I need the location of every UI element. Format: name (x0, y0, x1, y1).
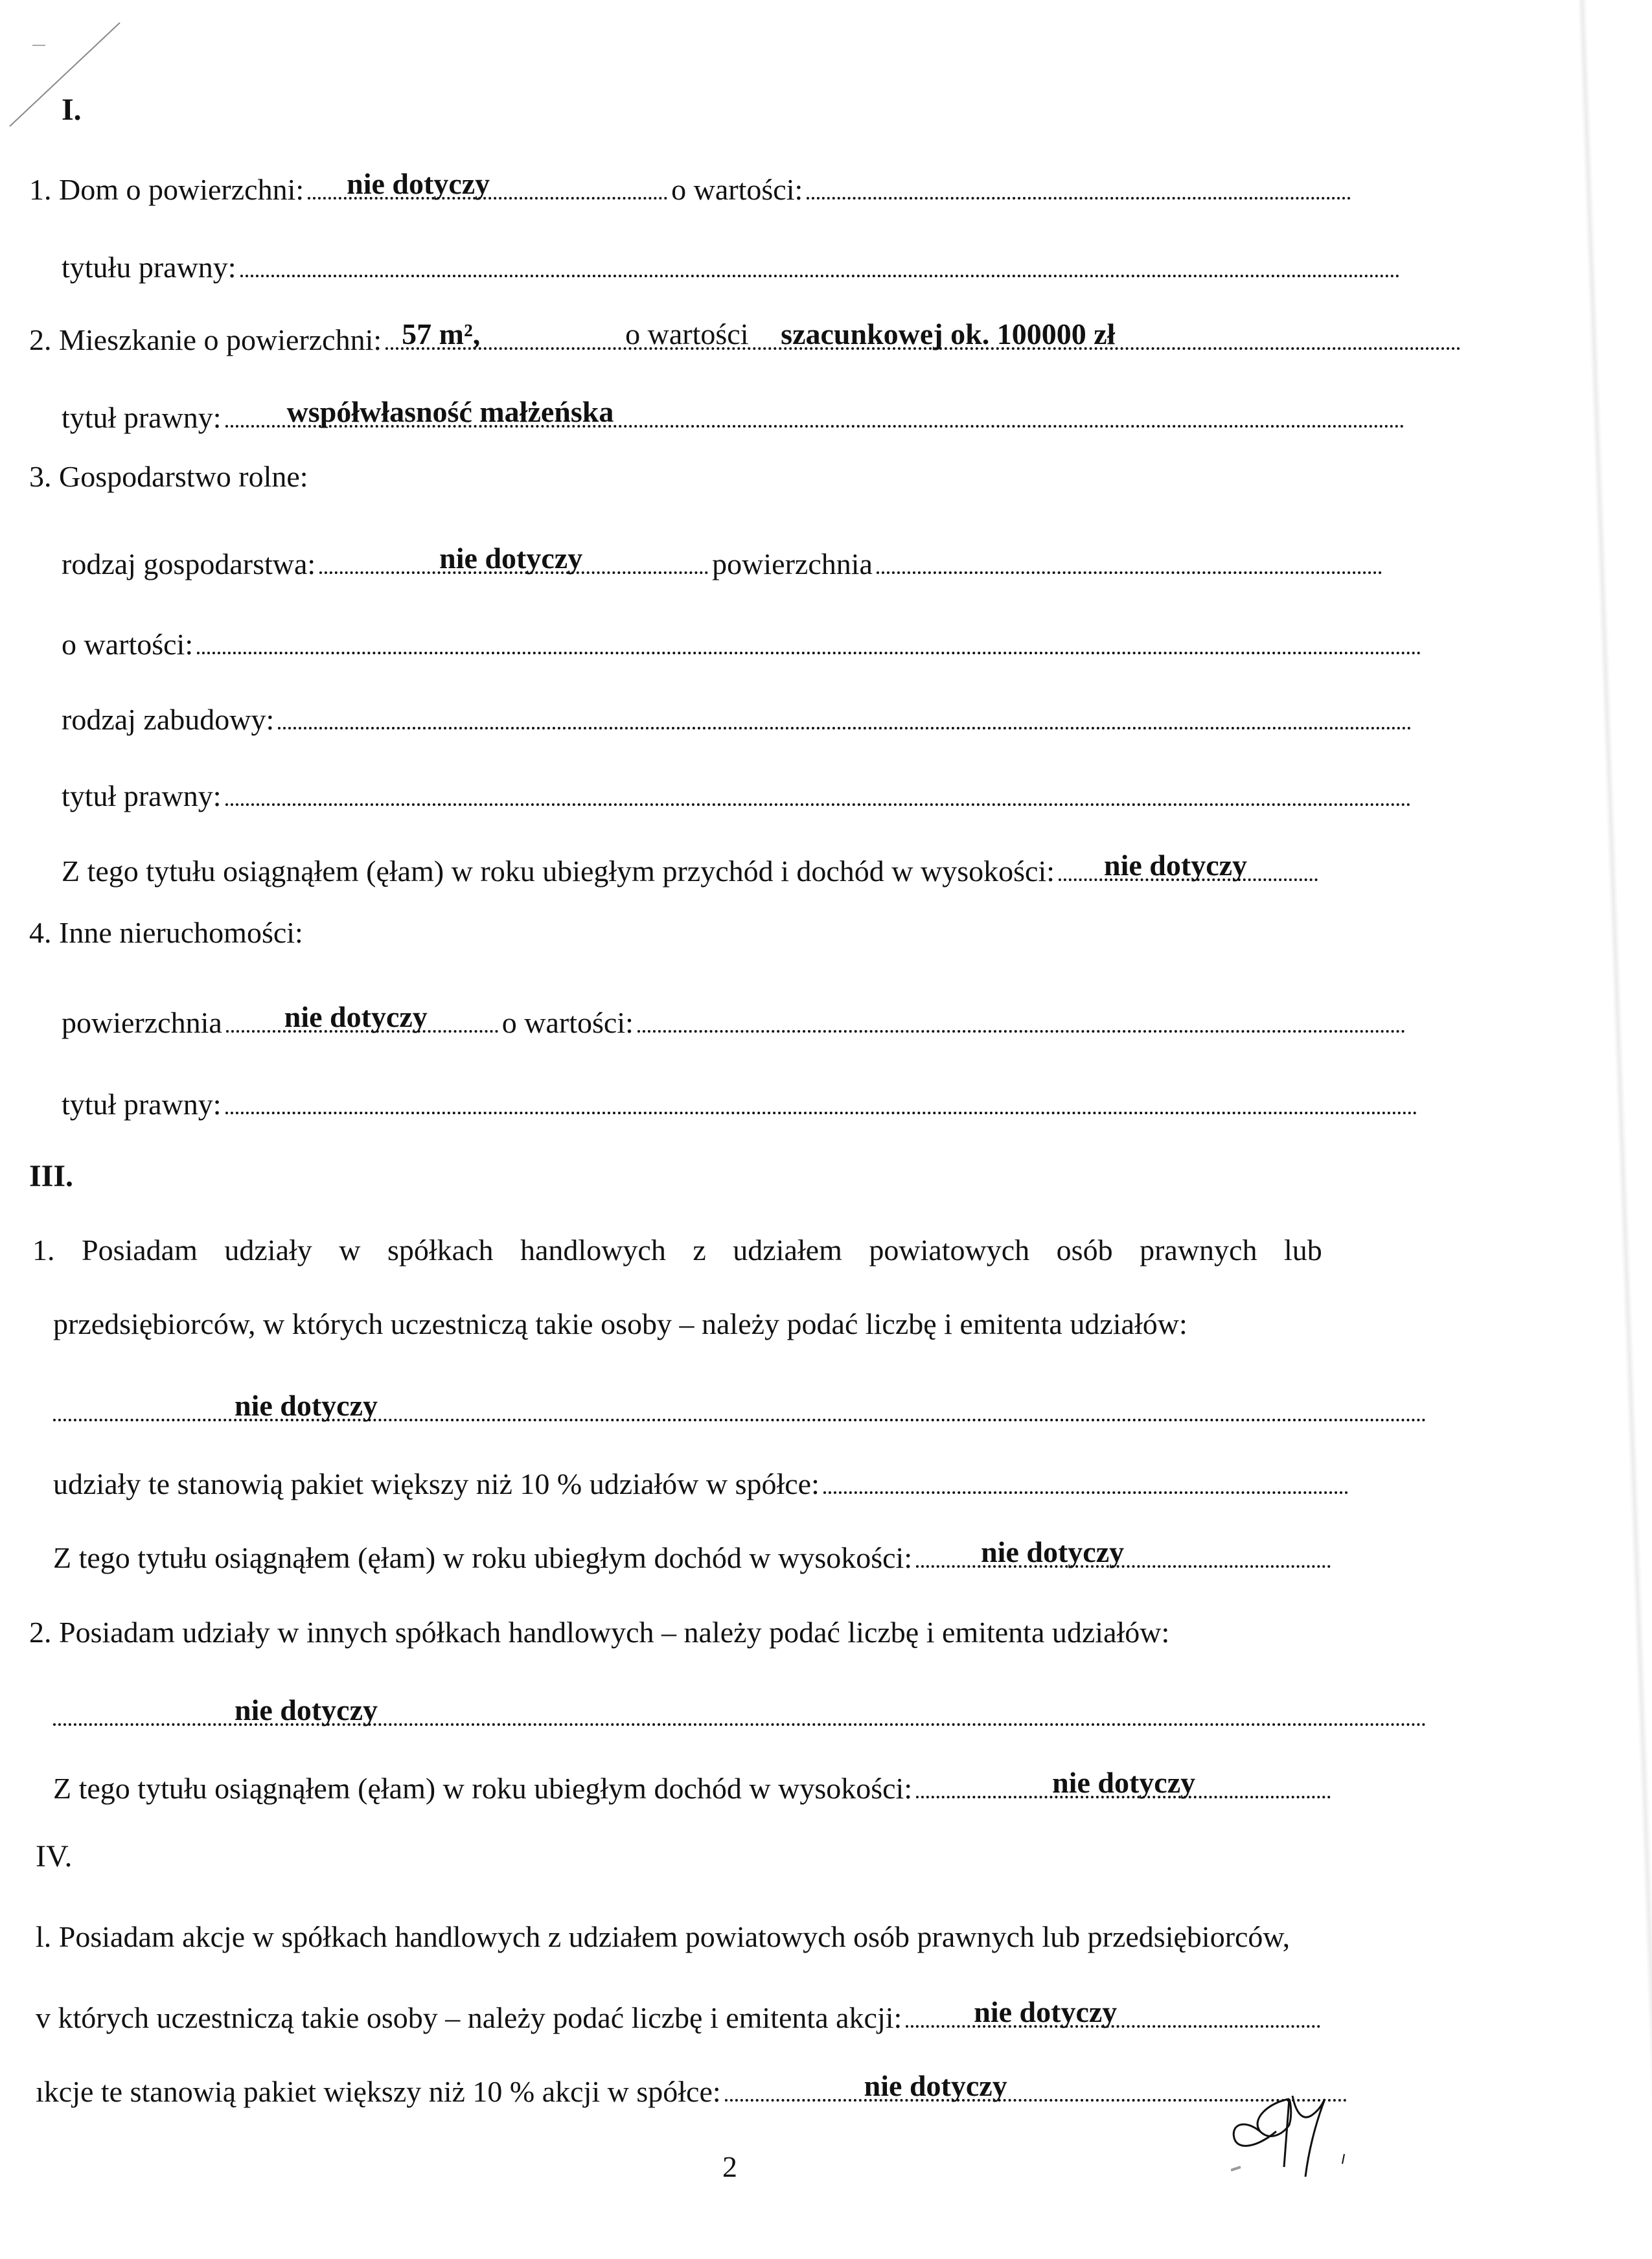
farm-title-field[interactable] (225, 775, 1411, 806)
farm-value-field[interactable] (197, 623, 1421, 654)
row-stocks-desc-1: l. Posiadam akcje w spółkach handlowych z udziałem powiatowych osób prawnych lub przedsiębiorców, (36, 1920, 1291, 1953)
row-farm-value: o wartości: (62, 623, 1425, 663)
apartment-title-field[interactable]: współwłasność małżeńska (225, 396, 1405, 428)
row-shares-value (53, 1390, 1430, 1421)
row-shares-desc-2: przedsiębiorców, w których uczestniczą takie osoby – należy podać liczbę i emitenta udziałów: (53, 1307, 1187, 1340)
other-property-title-field[interactable] (225, 1083, 1417, 1114)
row-other-shares-income: Z tego tytułu osiągnąłem (ęłam) w roku ubiegłym dochód w wysokości: nie dotyczy (53, 1767, 1335, 1807)
stocks-package-field[interactable]: nie dotyczy (725, 2070, 1347, 2102)
other-shares-issuer-field[interactable]: nie dotyczy (53, 1695, 1427, 1726)
apartment-area-value-field[interactable]: 57 m², o wartości szacunkowej ok. 100000 zł (385, 319, 1461, 350)
shares-income-field[interactable]: nie dotyczy (916, 1537, 1331, 1568)
farm-income-field[interactable]: nie dotyczy (1059, 850, 1318, 881)
house-title-field[interactable] (240, 246, 1400, 277)
stocks-issuer-field[interactable]: nie dotyczy (906, 1997, 1320, 2028)
page-number: 2 (722, 2150, 737, 2183)
signature-initials (1231, 2093, 1380, 2190)
row-house-title: tytułu prawny: (62, 246, 1404, 286)
scan-page-edge (1577, 0, 1652, 2259)
shares-package-field[interactable] (823, 1463, 1348, 1494)
row-other-property-heading: 4. Inne nieruchomości: (29, 916, 303, 949)
row-farm-income: Z tego tytułu osiągnąłem (ęłam) w roku ubiegłym przychód i dochód w wysokości: nie dotyczy (62, 850, 1322, 889)
house-value-field[interactable] (807, 168, 1351, 200)
row-apartment: 2. Mieszkanie o powierzchni: 57 m², o wartości szacunkowej ok. 100000 zł (29, 319, 1465, 358)
other-property-value-field[interactable] (637, 1002, 1405, 1033)
farm-buildings-field[interactable] (278, 698, 1412, 729)
other-shares-income-field[interactable]: nie dotyczy (916, 1767, 1331, 1798)
shares-issuer-field[interactable]: nie dotyczy (53, 1390, 1427, 1421)
row-farm-title: tytuł prawny: (62, 775, 1415, 814)
house-area-field[interactable]: nie dotyczy (308, 168, 667, 200)
row-other-property-area: powierzchnia nie dotyczy o wartości: (62, 1002, 1409, 1041)
other-property-area-field[interactable]: nie dotyczy (226, 1002, 498, 1033)
row-farm-heading: 3. Gospodarstwo rolne: (29, 460, 308, 493)
row-farm-buildings: rodzaj zabudowy: (62, 698, 1416, 738)
row-shares-income: Z tego tytułu osiągnąłem (ęłam) w roku ubiegłym dochód w wysokości: nie dotyczy (53, 1537, 1335, 1576)
farm-area-field[interactable] (877, 543, 1382, 574)
section-heading-iii: III. (29, 1159, 74, 1193)
row-house-area: 1. Dom o powierzchni: nie dotyczy o wartości: (29, 168, 1355, 208)
section-heading-iv: IV. (36, 1839, 73, 1874)
farm-type-field[interactable]: nie dotyczy (319, 543, 708, 574)
row-farm-type: rodzaj gospodarstwa: nie dotyczy powierzchnia (62, 543, 1386, 582)
row-stocks-desc-2: v których uczestniczą takie osoby – należy podać liczbę i emitenta akcji: nie dotyczy (36, 1997, 1324, 2036)
row-shares-package: udziały te stanowią pakiet większy niż 10 % udziałów w spółce: (53, 1463, 1352, 1502)
row-stocks-package: ıkcje te stanowią pakiet większy niż 10 % akcji w spółce: nie dotyczy (36, 2070, 1351, 2110)
section-heading-i: I. (62, 93, 82, 127)
row-other-shares-desc: 2. Posiadam udziały w innych spółkach handlowych – należy podać liczbę i emitenta udziałów: (29, 1616, 1170, 1649)
row-other-shares-value (53, 1695, 1430, 1726)
row-shares-desc-1: 1. Posiadam udziały w spółkach handlowych z udziałem powiatowych osób prawnych lub (32, 1233, 1322, 1267)
row-apartment-title: tytuł prawny: współwłasność małżeńska (62, 396, 1408, 436)
row-other-property-title: tytuł prawny: (62, 1083, 1421, 1123)
